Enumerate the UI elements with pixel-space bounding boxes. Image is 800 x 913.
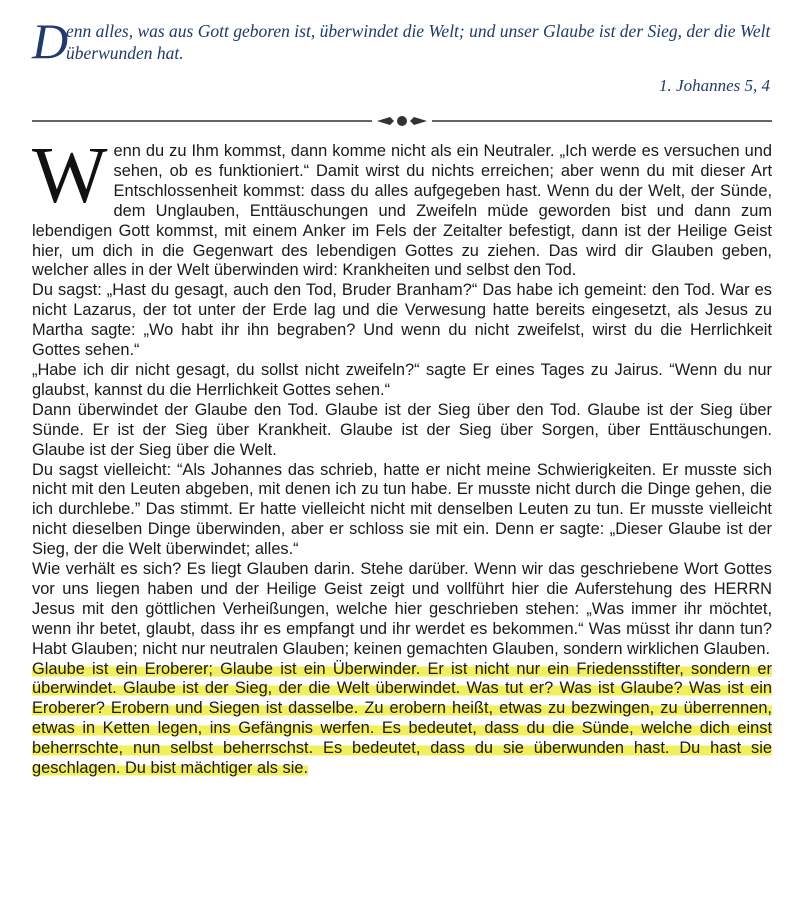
paragraph: Wie verhält es sich? Es liegt Glauben darin. Stehe darüber. Wenn wir das geschriebene Wort Gottes vor uns liegen haben und der Heilige Geist zeigt und vollführt hier die Auferstehung des HERRN Jesus mit den göttlichen Verheißungen, welche hier geschrieben stehen: „Was immer ihr möchtet, wenn ihr betet, glaubt, dass ihr es empfangt und ihr werdet es bekommen.“ Was müsst ihr dann tun? Habt Glauben; nicht nur neutralen Glauben; keinen gemachten Glauben, sondern wirklichen Glauben. [32,560,772,658]
drop-cap: W [32,132,108,220]
paragraph: Du sagst vielleicht: “Als Johannes das schrieb, hatte er nicht meine Schwierigkeiten. Er musste sich nicht mit den Leuten abgeben, mit denen ich zu tun habe. Er musste nicht durch die Dinge gehen, die ich durchlebe.” Das stimmt. Er hatte vielleicht nicht mit denselben Leuten zu tun. Er musste vielleicht nicht dieselben Dinge überwinden, aber er schloss sie mit ein. Denn er sagte: „Dieser Glaube ist der Sieg, der die Welt überwindet; alles.“ [32,460,772,559]
paragraph: Du sagst: „Hast du gesagt, auch den Tod, Bruder Branham?“ Das habe ich gemeint: den Tod. War es nicht Lazarus, der tot unter der Erde lag und die Verwesung hatte bereits eingesetzt, als Jesus zu Martha sagte: „Wo habt ihr ihn begraben? Und wenn du nicht zweifelst, wirst du die Herrlichkeit Gottes sehen.“ [32,281,772,360]
scripture-verse [32,14,772,106]
paragraph: „Habe ich dir nicht gesagt, du sollst nicht zweifeln?“ sagte Er eines Tages zu Jairus. “Wenn du nur glaubst, kannst du die Herrlichkeit Gottes sehen.“ [32,360,772,399]
verse-text: enn alles, was aus Gott geboren ist, überwindet die Welt; und unser Glaube ist der Sieg, der die Welt überwunden hat. [66,21,771,63]
page [32,13,772,778]
verse-initial: D [32,13,69,69]
divider-ornament [32,114,772,128]
paragraph: enn du zu Ihm kommst, dann komme nicht als ein Neutraler. „Ich werde es versuchen und sehen, ob es funktioniert.“ Damit wirst du nichts erreichen; aber wenn du mit dieser Art Entschlossenheit kommst: dass du alles aufgegeben hast. Wenn du der Welt, der Sünde, dem Unglauben, Enttäuschungen und Zweifeln müde geworden bist und dann zum lebendigen Gott kommst, mit einem Anker im Fels der Zeitalter befestigt, dann ist der Heilige Geist hier, um dich in die Gegenwart des lebendigen Gottes zu ziehen. Das wird dir Glauben geben, welcher alles in der Welt überwinden wird: Krankheiten und selbst den Tod. [32,142,772,280]
highlighted-paragraph [32,660,772,779]
highlighted-text: Glaube ist ein Eroberer; Glaube ist ein Überwinder. Er ist nicht nur ein Friedensstifter, sondern er überwindet. Glaube ist der Sieg, der die Welt überwindet. Was tut er? Was ist Glaube? Was ist ein Eroberer? Erobern und Siegen ist dasselbe. Zu erobern heißt, etwas zu bezwingen, zu überrennen, etwas in Ketten legen, ins Gefängnis werfen. Es bedeutet, dass du die Sünde, welche dich einst beherrschte, nun selbst beherrschst. Es bedeutet, dass du sie überwunden hast. Du hast sie geschlagen. Du bist mächtiger als sie. [32,659,772,778]
verse-reference: 1. Johannes 5, 4 [659,76,770,95]
article-body [32,132,772,779]
paragraph: Dann überwindet der Glaube den Tod. Glaube ist der Sieg über den Tod. Glaube ist der Sieg über Sünde. Er ist der Sieg über Krankheit. Glaube ist der Sieg über Sorgen, über Enttäuschungen. Glaube ist der Sieg über die Welt. [32,400,772,459]
